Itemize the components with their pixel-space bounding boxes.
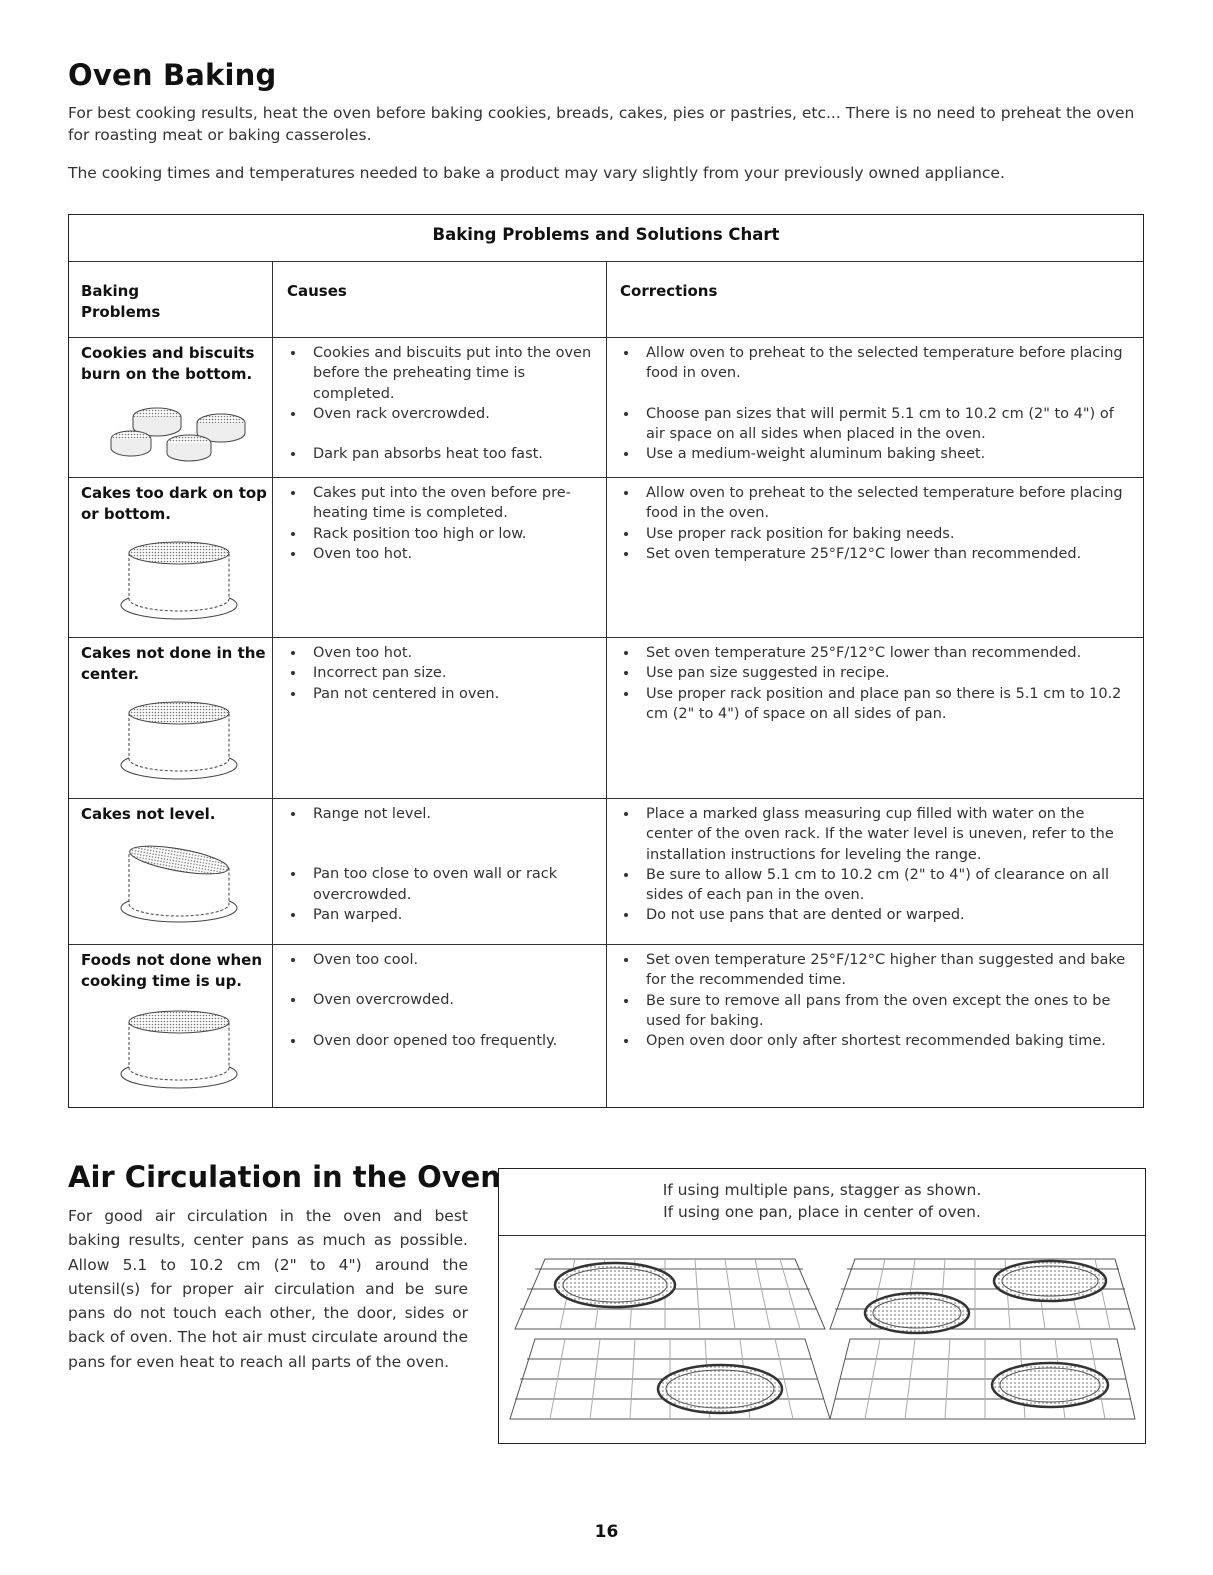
header-problems: Baking Problems [81,282,161,321]
list-item: Set oven temperature 25°F/12°C lower than recommended. [620,544,1130,564]
list-item: Be sure to remove all pans from the oven except the ones to be used for baking. [620,991,1130,1032]
page-title: Oven Baking [68,58,277,92]
table-row [69,477,1143,637]
list-item: Cookies and biscuits put into the oven before the preheating time is completed. [287,343,592,404]
list-item: Range not level. [287,804,592,824]
table-row [69,944,1143,1109]
oven-racks-icon [505,1249,1137,1433]
list-item: Pan too close to oven wall or rack overcrowded. [287,864,592,905]
list-item: Oven too cool. [287,950,592,970]
list-item: Set oven temperature 25°F/12°C lower than recommended. [620,643,1130,663]
cake-icon [109,539,249,625]
list-item: Use a medium-weight aluminum baking sheet. [620,444,1130,464]
list-item: Oven rack overcrowded. [287,404,592,424]
caption-line-1: If using multiple pans, stagger as shown. [662,1181,982,1199]
cake-icon [109,1008,249,1094]
list-item: Use pan size suggested in recipe. [620,663,1130,683]
chart-title: Baking Problems and Solutions Chart [432,225,780,244]
list-item: Pan not centered in oven. [287,684,592,704]
list-item: Allow oven to preheat to the selected temperature before placing food in the oven. [620,483,1130,524]
baking-problems-chart [68,214,1144,1108]
corrections-list [620,643,1130,724]
list-item: Choose pan sizes that will permit 5.1 cm to 10.2 cm (2" to 4") of air space on all sides when placed in the oven. [620,404,1130,445]
header-corrections: Corrections [620,282,718,300]
list-item: Dark pan absorbs heat too fast. [287,444,592,464]
list-item: Pan warped. [287,905,592,925]
corrections-list [620,483,1130,564]
list-item: Place a marked glass measuring cup filled with water on the center of the oven rack. If the water level is uneven, refer to the installation instructions for leveling the range. [620,804,1130,865]
problem-label: Cakes too dark on top or bottom. [81,484,267,523]
list-item: Oven door opened too frequently. [287,1031,592,1051]
intro-paragraph-2: The cooking times and temperatures needed to bake a product may vary slightly from your previously owned appliance. [68,164,1005,182]
causes-list [287,643,592,704]
pan-placement-figure [498,1168,1146,1444]
causes-list [287,950,592,1051]
list-item: Oven too hot. [287,544,592,564]
list-item: Use proper rack position and place pan so there is 5.1 cm to 10.2 cm (2" to 4") of space on all sides of pan. [620,684,1130,725]
list-item: Do not use pans that are dented or warped. [620,905,1130,925]
list-item: Oven overcrowded. [287,990,592,1010]
corrections-list [620,343,1130,464]
cake-icon [109,699,249,785]
figure-caption [499,1179,1145,1223]
list-item: Open oven door only after shortest recommended baking time. [620,1031,1130,1051]
list-item: Oven too hot. [287,643,592,663]
list-item: Be sure to allow 5.1 cm to 10.2 cm (2" to 4") of clearance on all sides of each pan in the oven. [620,865,1130,906]
corrections-list [620,804,1130,926]
table-row [69,798,1143,944]
list-item: Set oven temperature 25°F/12°C higher than suggested and bake for the recommended time. [620,950,1130,991]
corrections-list [620,950,1130,1051]
air-circulation-title: Air Circulation in the Oven [68,1160,501,1194]
list-item: Use proper rack position for baking needs. [620,524,1130,544]
problem-label: Cookies and biscuits burn on the bottom. [81,344,255,383]
problem-label: Cakes not level. [81,805,216,823]
table-row [69,637,1143,798]
problem-label: Foods not done when cooking time is up. [81,951,263,990]
page-number: 16 [594,1522,619,1542]
causes-list [287,804,592,925]
caption-line-2: If using one pan, place in center of oven. [663,1203,981,1221]
list-item: Allow oven to preheat to the selected temperature before placing food in oven. [620,343,1130,384]
causes-list [287,343,592,464]
list-item: Incorrect pan size. [287,663,592,683]
air-circulation-text: For good air circulation in the oven and best baking results, center pans as much as possible. Allow 5.1 to 10.2 cm (2" to 4") around the utensil(s) for proper air circulation and be sure pans do not touch each other, the door, sides or back of oven. The hot air must circulate around the pans for even heat to reach all parts of the oven. [68,1207,468,1371]
divider [499,1235,1145,1236]
header-causes: Causes [287,282,347,300]
list-item: Cakes put into the oven before pre-heating time is completed. [287,483,592,524]
tilted-cake-icon [109,842,249,928]
table-row [69,337,1143,477]
problem-label: Cakes not done in the center. [81,644,266,683]
causes-list [287,483,592,564]
cookies-icon [109,391,259,471]
intro-paragraph-1: For best cooking results, heat the oven before baking cookies, breads, cakes, pies or pastries, etc... There is no need to preheat the oven for roasting meat or baking casseroles. [68,104,1135,144]
list-item: Rack position too high or low. [287,524,592,544]
